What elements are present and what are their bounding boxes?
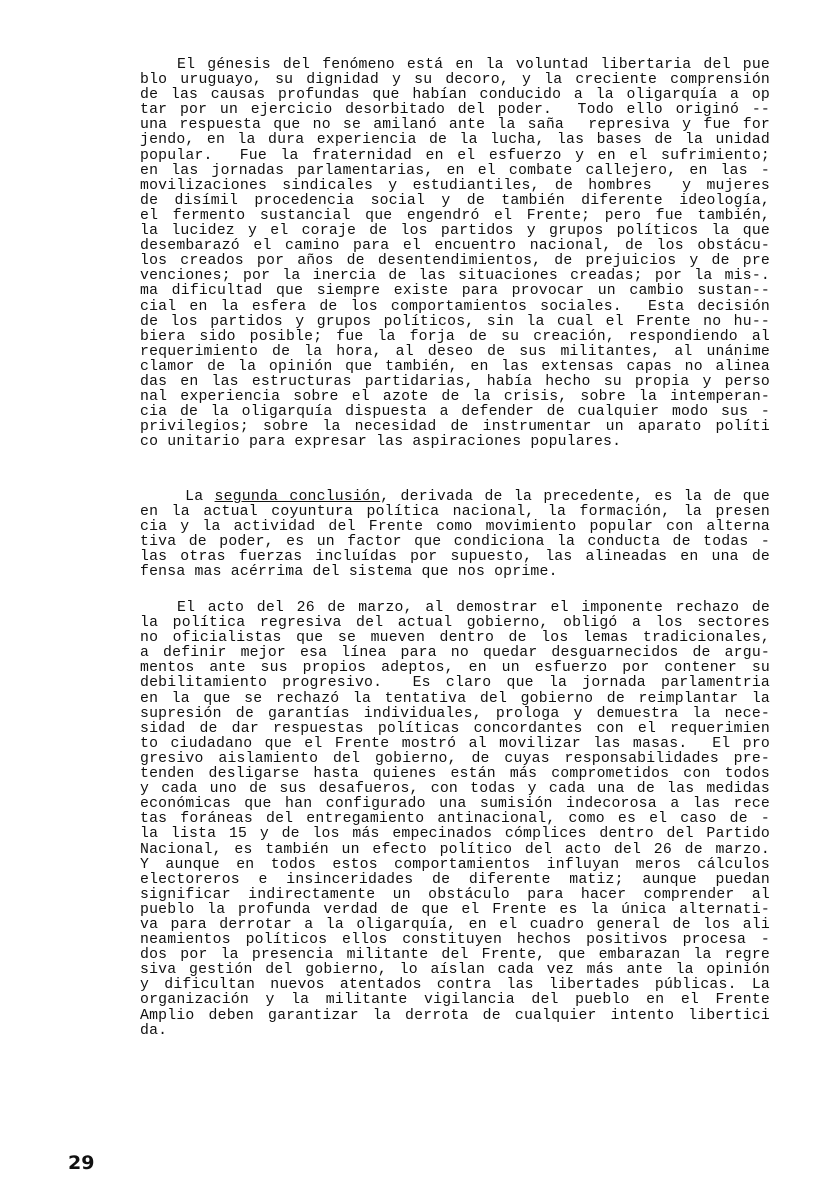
paragraph-line: económicas que han configurado una sumisión indecorosa a las rece [140,796,770,813]
paragraph-line: dos por la presencia militante del Frente, que embarazan la regre [140,947,770,964]
paragraph-line: neamientos políticos ellos constituyen hechos positivos procesa - [140,932,770,949]
paragraph-line: la política regresiva del actual gobierno, obligó a los sectores [140,615,770,632]
paragraph-line: Nacional, es también un efecto político del acto del 26 de marzo. [140,841,770,858]
paragraph-line: requerimiento de la hora, al deseo de sus militantes, al unánime [140,343,770,360]
paragraph-line: tiva de poder, es un factor que condiciona la conducta de todas - [140,534,770,551]
paragraph-line: nal experiencia sobre el azote de la crisis, sobre la intemperan- [140,389,770,406]
paragraph-line: la lucidez y el coraje de los partidos y grupos políticos la que [140,223,770,240]
paragraph-line: privilegios; sobre la necesidad de instrumentar un aparato políti [140,419,770,436]
paragraph-line: siva gestión del gobierno, lo aíslan cada vez más ante la opinión [140,962,770,979]
paragraph-line: mentos ante sus propios adeptos, en un esfuerzo por contener su [140,660,770,677]
paragraph-line: a definir mejor esa línea para no quedar desguarnecidos de argu- [140,645,770,662]
underlined-heading-text: segunda conclusión [214,489,381,505]
paragraph-segunda-conclusion [140,490,770,581]
paragraph-line: el fermento sustancial que engendró el Frente; pero fue también, [140,207,770,224]
paragraph-line: das en las estructuras partidarias, había hecho su propia y perso [140,373,770,390]
paragraph-line: significar indirectamente un obstáculo para hacer comprender al [140,886,770,903]
paragraph-line: debilitamiento progresivo. Es claro que la jornada parlamentria [140,675,770,692]
paragraph-line: clamor de la opinión que también, en las extensas capas no alinea [140,358,770,375]
paragraph-line: Y aunque en todos estos comportamientos influyan meros cálculos [140,856,770,873]
paragraph-line: El génesis del fenómeno está en la voluntad libertaria del pue [177,57,770,73]
paragraph-line: y dificultan nuevos atentados contra las libertades públicas. La [140,977,770,994]
paragraph-line: supresión de garantías individuales, prologa y demuestra la nece- [140,705,770,722]
paragraph-line: organización y la militante vigilancia del pueblo en el Frente [140,992,770,1009]
paragraph-line: cia de la oligarquía dispuesta a defender de cualquier modo sus - [140,404,770,421]
paragraph-line: no oficialistas que se mueven dentro de los lemas tradicionales, [140,630,770,647]
paragraph-line: fensa mas acérrima del sistema que nos oprime. [140,564,558,581]
paragraph-line: la lista 15 y de los más empecinados cómplices dentro del Partido [140,826,770,843]
lead-rest-text: , derivada de la precedente, es la de que [380,489,771,505]
paragraph-genesis [140,58,770,450]
paragraph-line: ma dificultad que siempre existe para provocar un cambio sustan-- [140,283,770,300]
paragraph-line: blo uruguayo, su dignidad y su decoro, y la creciente comprensión [140,72,770,89]
paragraph-line: de las causas profundas que habían conducido a la oligarquía a op [140,87,770,104]
paragraph-line: las otras fuerzas incluídas por supuesto, las alineadas en una de [140,549,770,566]
paragraph-line: da. [140,1022,168,1039]
paragraph-line: gresivo aislamiento del gobierno, de cuyas responsabilidades pre- [140,750,770,767]
paragraph-line: tas foráneas del entregamiento antinacional, como es el caso de - [140,811,770,828]
page-number: 29 [68,1152,95,1174]
paragraph-line: en la que se rechazó la tentativa del gobierno de reimplantar la [140,690,770,707]
paragraph-acto-26-marzo [140,601,770,1039]
paragraph-line: los creados por años de desentendimientos, de prejuicios y de pre [140,253,770,270]
paragraph-line [140,490,770,505]
paragraph-line: desembarazó el camino para el encuentro nacional, de los obstácu- [140,238,770,255]
paragraph-line: El acto del 26 de marzo, al demostrar el imponente rechazo de [177,600,770,616]
paragraph-line: tenden desligarse hasta quienes están más comprometidos con todos [140,766,770,783]
paragraph-line: movilizaciones sindicales y estudiantiles, de hombres y mujeres [140,177,770,194]
paragraph-line: va para derrotar a la oligarquía, en el cuadro general de los ali [140,916,770,933]
paragraph-line: y cada uno de sus desafueros, con todas y cada una de las medidas [140,781,770,798]
paragraph-line: una respuesta que no se amilanó ante la saña represiva y fue for [140,117,770,134]
paragraph-line: popular. Fue la fraternidad en el esfuerzo y en el sufrimiento; [140,147,770,164]
paragraph-line: jendo, en la dura experiencia de la lucha, las bases de la unidad [140,132,770,149]
lead-plain-text: La [185,489,215,505]
paragraph-line: sidad de dar respuestas políticas concordantes con el requerimien [140,720,770,737]
paragraph-line: pueblo la profunda verdad de que el Frente es la única alternati- [140,901,770,918]
paragraph-line: Amplio deben garantizar la derrota de cualquier intento libertici [140,1007,770,1024]
paragraph-line: de disímil procedencia social y de también diferente ideología, [140,192,770,209]
paragraph-line: cia y la actividad del Frente como movimiento popular con alterna [140,519,770,536]
paragraph-line: tar por un ejercicio desorbitado del poder. Todo ello originó -- [140,102,770,119]
paragraph-line: cial en la esfera de los comportamientos sociales. Esta decisión [140,298,770,315]
paragraph-line: co unitario para expresar las aspiraciones populares. [140,434,622,451]
paragraph-line: venciones; por la inercia de las situaciones creadas; por la mis-. [140,268,770,285]
paragraph-line: en las jornadas parlamentarias, en el combate callejero, en las - [140,162,770,179]
paragraph-line: de los partidos y grupos políticos, sin la cual el Frente no hu-- [140,313,770,330]
paragraph-line: to ciudadano que el Frente mostró al movilizar las masas. El pro [140,735,770,752]
paragraph-line: en la actual coyuntura política nacional, la formación, la presen [140,504,770,521]
paragraph-line: electoreros e insinceridades de diferente matiz; aunque puedan [140,871,770,888]
paragraph-line: biera sido posible; fue la forja de su creación, respondiendo al [140,328,770,345]
